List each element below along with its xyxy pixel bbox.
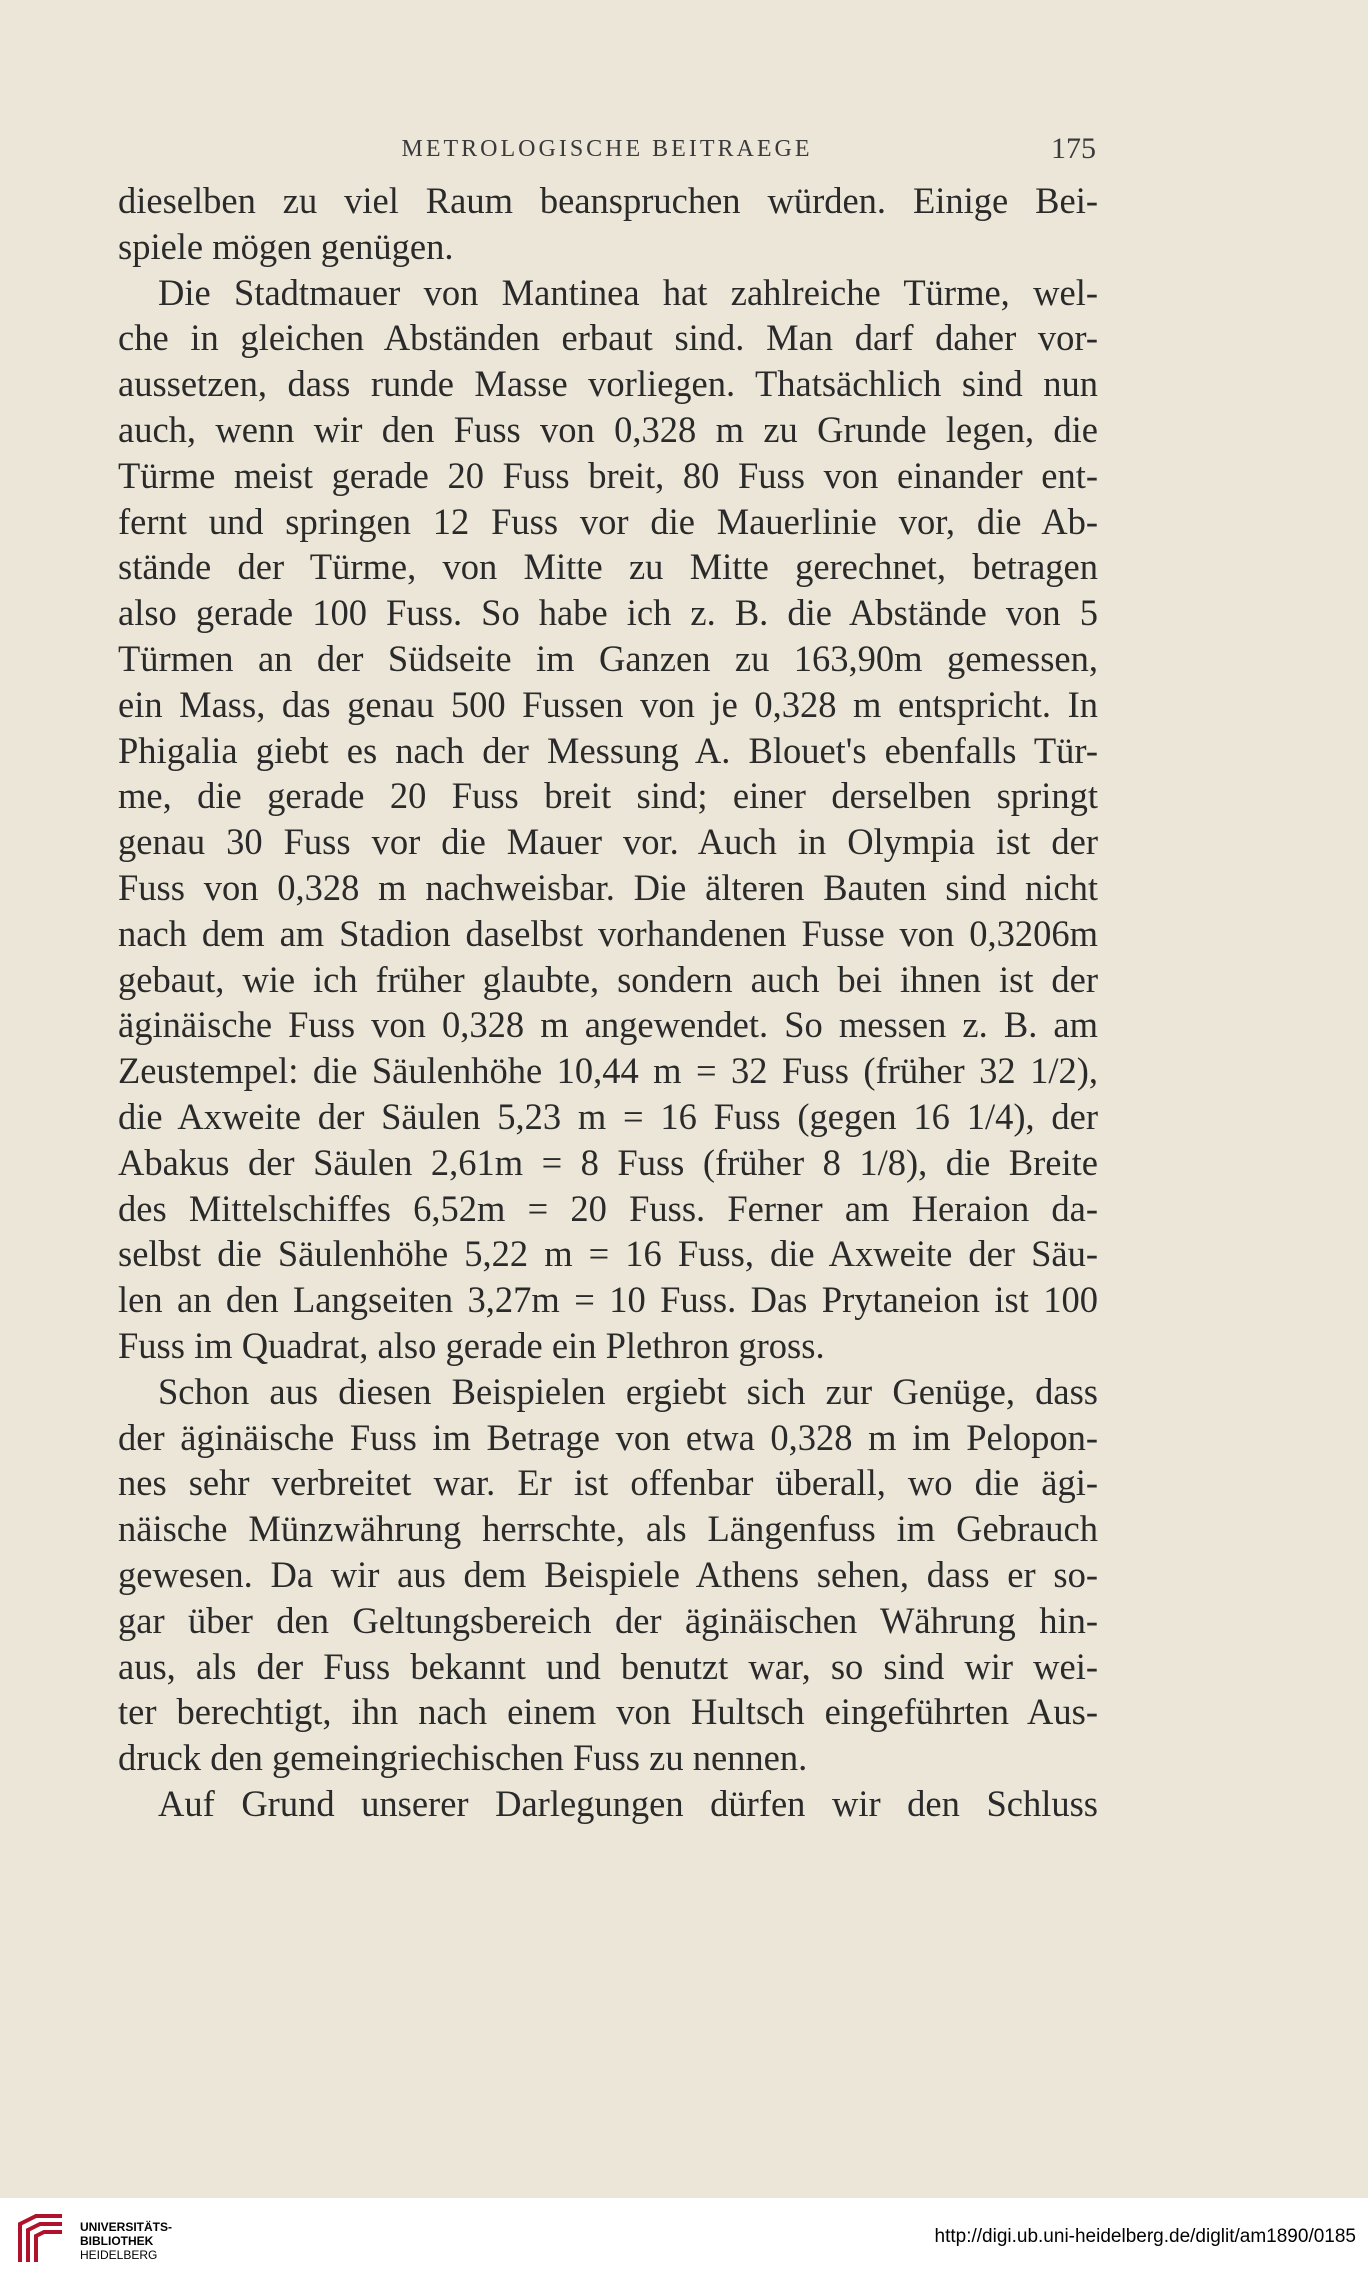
- text-line: Türmen an der Südseite im Ganzen zu 163,90m gemessen,: [118, 637, 1098, 679]
- text-line: des Mittelschiffes 6,52m = 20 Fuss. Ferner am Heraion da-: [118, 1187, 1098, 1229]
- text-line: nes sehr verbreitet war. Er ist offenbar überall, wo die ägi-: [118, 1462, 1098, 1504]
- text-line: gar über den Geltungsbereich der äginäischen Währung hin-: [118, 1599, 1098, 1641]
- text-line: druck den gemeingriechischen Fuss zu nennen.: [118, 1737, 808, 1779]
- institution-line: BIBLIOTHEK: [80, 2234, 154, 2248]
- text-line: Türme meist gerade 20 Fuss breit, 80 Fuss von einander ent-: [118, 454, 1098, 496]
- source-url-link[interactable]: http://digi.ub.uni-heidelberg.de/diglit/am1890/0185: [934, 2226, 1356, 2247]
- running-title: METROLOGISCHE BEITRAEGE: [401, 136, 813, 162]
- library-logo-icon: [14, 2212, 68, 2268]
- text-line: gewesen. Da wir aus dem Beispiele Athens sehen, dass er so-: [118, 1553, 1098, 1595]
- text-line: selbst die Säulenhöhe 5,22 m = 16 Fuss, die Axweite der Säu-: [118, 1233, 1098, 1275]
- text-line: aussetzen, dass runde Masse vorliegen. Thatsächlich sind nun: [118, 363, 1098, 405]
- text-line: der äginäische Fuss im Betrage von etwa 0,328 m im Pelopon-: [118, 1416, 1098, 1458]
- text-line: gebaut, wie ich früher glaubte, sondern auch bei ihnen ist der: [118, 958, 1098, 1000]
- text-line: che in gleichen Abständen erbaut sind. Man darf daher vor-: [118, 317, 1098, 359]
- institution-line: HEIDELBERG: [80, 2248, 158, 2262]
- text-line: die Axweite der Säulen 5,23 m = 16 Fuss (gegen 16 1/4), der: [118, 1095, 1098, 1137]
- text-line: me, die gerade 20 Fuss breit sind; einer derselben springt: [118, 775, 1098, 817]
- text-line: also gerade 100 Fuss. So habe ich z. B. die Abstände von 5: [118, 592, 1098, 634]
- text-line: Zeustempel: die Säulenhöhe 10,44 m = 32 Fuss (früher 32 1/2),: [118, 1050, 1098, 1092]
- text-line: Fuss von 0,328 m nachweisbar. Die älteren Bauten sind nicht: [118, 866, 1098, 908]
- text-line: Auf Grund unserer Darlegungen dürfen wir den Schluss: [158, 1782, 1098, 1824]
- library-footer: [0, 2198, 1368, 2278]
- text-line: ein Mass, das genau 500 Fussen von je 0,328 m entspricht. In: [118, 683, 1098, 725]
- text-line: auch, wenn wir den Fuss von 0,328 m zu Grunde legen, die: [118, 408, 1098, 450]
- text-line: Phigalia giebt es nach der Messung A. Blouet's ebenfalls Tür-: [118, 729, 1098, 771]
- text-line: fernt und springen 12 Fuss vor die Mauerlinie vor, die Ab-: [118, 500, 1098, 542]
- text-line: dieselben zu viel Raum beanspruchen würden. Einige Bei-: [118, 180, 1098, 221]
- text-line: stände der Türme, von Mitte zu Mitte gerechnet, betragen: [118, 546, 1098, 588]
- text-line: näische Münzwährung herrschte, als Längenfuss im Gebrauch: [118, 1508, 1098, 1550]
- page-number: 175: [1051, 132, 1096, 165]
- text-line: genau 30 Fuss vor die Mauer vor. Auch in Olympia ist der: [118, 821, 1098, 863]
- text-line: Die Stadtmauer von Mantinea hat zahlreiche Türme, wel-: [158, 271, 1098, 313]
- text-line: Abakus der Säulen 2,61m = 8 Fuss (früher 8 1/8), die Breite: [118, 1141, 1098, 1183]
- text-line: spiele mögen genügen.: [118, 225, 454, 267]
- institution-name: [80, 2220, 172, 2262]
- text-line: äginäische Fuss von 0,328 m angewendet. So messen z. B. am: [118, 1004, 1098, 1046]
- body-text: [118, 178, 1098, 1827]
- text-line: aus, als der Fuss bekannt und benutzt war, so sind wir wei-: [118, 1645, 1098, 1687]
- text-line: Schon aus diesen Beispielen ergiebt sich zur Genüge, dass: [158, 1370, 1098, 1412]
- institution-line: UNIVERSITÄTS-: [80, 2220, 173, 2234]
- page-header: [118, 128, 1096, 168]
- text-line: ter berechtigt, ihn nach einem von Hultsch eingeführten Aus-: [118, 1691, 1098, 1733]
- text-line: nach dem am Stadion daselbst vorhandenen Fusse von 0,3206m: [118, 912, 1098, 954]
- text-line: len an den Langseiten 3,27m = 10 Fuss. Das Prytaneion ist 100: [118, 1279, 1098, 1321]
- text-line: Fuss im Quadrat, also gerade ein Plethron gross.: [118, 1324, 825, 1366]
